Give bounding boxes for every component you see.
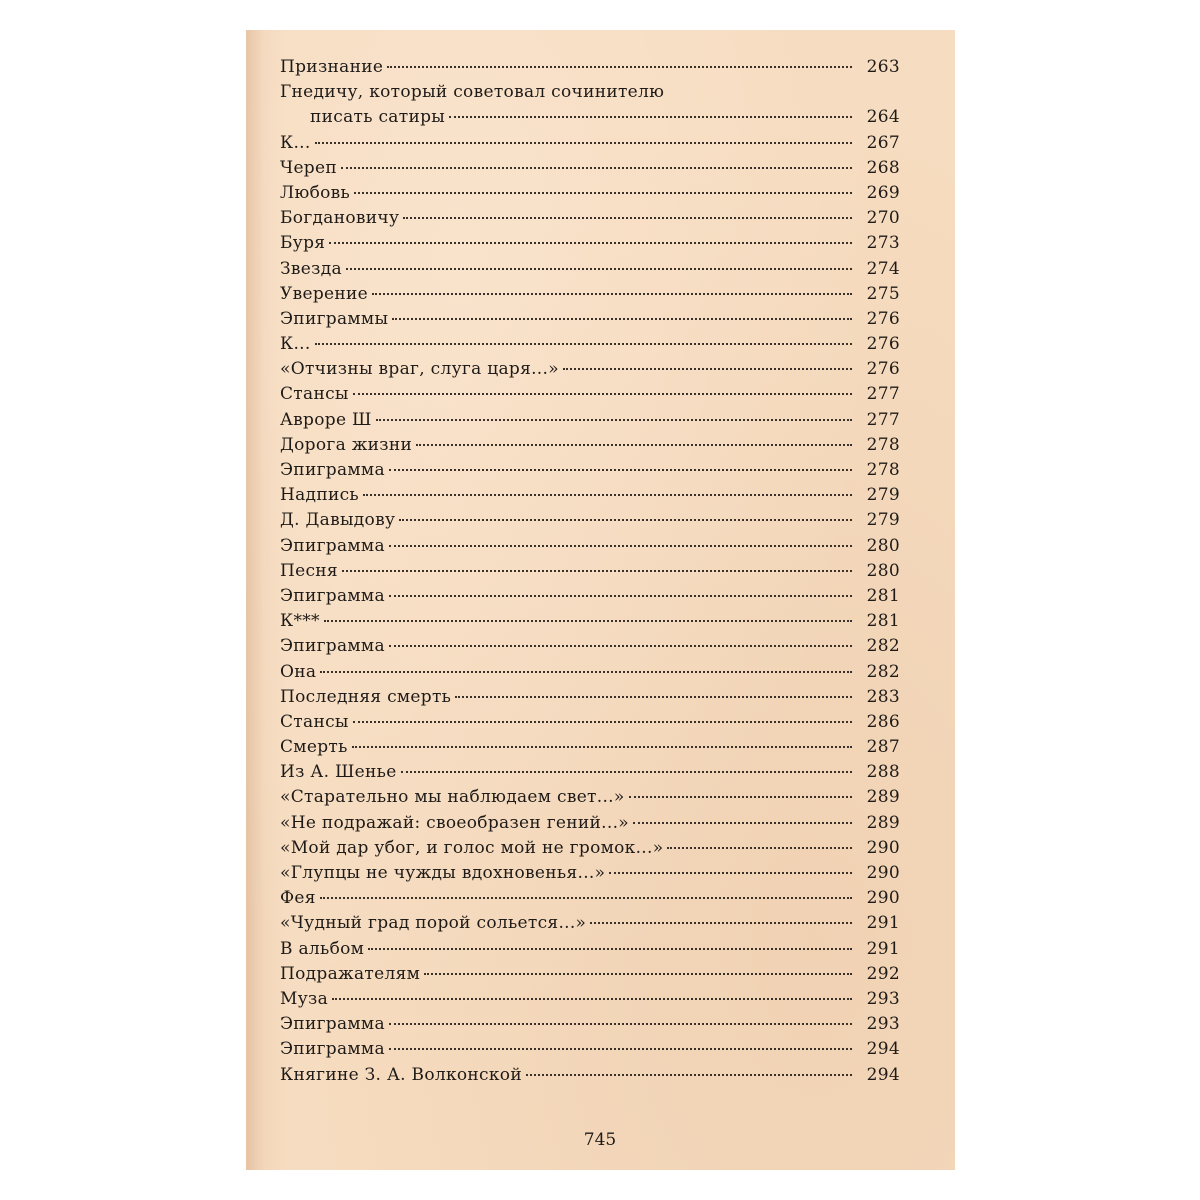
- toc-entry-page: 277: [866, 384, 900, 405]
- toc-entry-title: К...: [280, 132, 311, 153]
- dot-leader: [399, 519, 852, 521]
- toc-entry-page: 275: [866, 283, 900, 304]
- toc-entry-title: Княгине З. А. Волконской: [280, 1064, 522, 1085]
- toc-entry-page: 287: [866, 737, 900, 758]
- toc-entry: [280, 508, 900, 533]
- dot-leader: [372, 293, 852, 295]
- toc-entry-title: К...: [280, 334, 311, 355]
- toc-entry-title: Авроре Ш: [280, 409, 372, 430]
- dot-leader: [389, 545, 852, 547]
- dot-leader: [563, 368, 852, 370]
- toc-entry-page: 289: [866, 812, 900, 833]
- toc-entry-page: 294: [866, 1039, 900, 1060]
- toc-entry: [280, 836, 900, 861]
- toc-entry-page: 283: [866, 686, 900, 707]
- toc-entry-page: 281: [866, 585, 900, 606]
- toc-entry-page: 281: [866, 611, 900, 632]
- toc-entry: [280, 685, 900, 710]
- toc-entry-page: 276: [866, 334, 900, 355]
- toc-entry-title: Стансы: [280, 711, 349, 732]
- dot-leader: [376, 419, 852, 421]
- toc-entry: [280, 785, 900, 810]
- toc-entry: [280, 1012, 900, 1037]
- toc-entry: [280, 458, 900, 483]
- dot-leader: [633, 822, 852, 824]
- toc-entry-title: Эпиграмма: [280, 460, 385, 480]
- toc-entry-page: 294: [866, 1064, 900, 1085]
- toc-entry-title: Эпиграмма: [280, 535, 385, 556]
- toc-entry-title: Фея: [280, 888, 316, 909]
- toc-entry-page: 293: [866, 988, 900, 1009]
- toc-entry: [280, 987, 900, 1012]
- toc-entry: [280, 534, 900, 559]
- toc-entry-title: Уверение: [280, 283, 368, 304]
- toc-entry: [280, 332, 900, 357]
- toc-entry: [280, 307, 900, 332]
- toc-entry-page: 278: [866, 434, 900, 455]
- toc-entry-page: 280: [866, 535, 900, 556]
- toc-entry: [280, 181, 900, 206]
- toc-entry: [280, 282, 900, 307]
- dot-leader: [389, 645, 852, 647]
- toc-entry-title: Муза: [280, 988, 329, 1009]
- toc-entry: [280, 937, 900, 962]
- toc-entry: [280, 231, 900, 256]
- toc-entry: [280, 735, 900, 760]
- toc-entry: [280, 433, 900, 458]
- dot-leader: [342, 570, 852, 572]
- toc-entry-title: Череп: [280, 157, 337, 178]
- dot-leader: [353, 393, 852, 395]
- table-of-contents: [280, 55, 900, 1088]
- toc-entry-title: Надпись: [280, 485, 359, 506]
- toc-entry: [280, 156, 900, 181]
- toc-entry-page: 267: [866, 132, 900, 153]
- toc-entry-page: 279: [866, 485, 900, 506]
- toc-entry-title: Последняя смерть: [280, 686, 452, 707]
- dot-leader: [629, 796, 852, 798]
- toc-entry-title: Любовь: [280, 182, 351, 203]
- toc-entry: [280, 660, 900, 685]
- toc-entry-title: «Глупцы не чужды вдохновенья...»: [280, 863, 606, 883]
- dot-leader: [526, 1074, 852, 1076]
- dot-leader: [346, 268, 852, 270]
- toc-entry-page: 290: [866, 888, 900, 909]
- toc-entry-page: 268: [866, 157, 900, 178]
- dot-leader: [352, 746, 852, 748]
- dot-leader: [315, 142, 852, 144]
- dot-leader: [341, 167, 852, 169]
- toc-entry-title: Признание: [280, 57, 384, 77]
- toc-entry-title: Эпиграмма: [280, 585, 385, 606]
- toc-entry-title: Эпиграмма: [280, 1014, 385, 1035]
- toc-entry-title: Эпиграмма: [280, 1039, 385, 1060]
- toc-entry: [280, 483, 900, 508]
- page-number: 745: [583, 1130, 617, 1150]
- dot-leader: [389, 469, 852, 471]
- toc-entry-page: 282: [866, 661, 900, 682]
- dot-leader: [609, 872, 852, 874]
- toc-entry-title: Богдановичу: [280, 208, 400, 229]
- toc-entry: [280, 1037, 900, 1062]
- toc-entry-title: Гнедичу, который советовал сочинителю: [280, 82, 665, 103]
- toc-entry-page: 282: [866, 636, 900, 657]
- toc-entry: [280, 911, 900, 936]
- toc-entry-page: 280: [866, 560, 900, 581]
- toc-entry-page: 274: [866, 258, 900, 279]
- toc-entry-title: «Отчизны враг, слуга царя...»: [280, 359, 559, 380]
- toc-entry-title: К***: [280, 611, 320, 632]
- toc-entry-page: 276: [866, 359, 900, 380]
- toc-entry: [280, 634, 900, 659]
- dot-leader: [315, 343, 852, 345]
- toc-entry-page: 276: [866, 308, 900, 329]
- dot-leader: [392, 318, 852, 320]
- toc-entry: [280, 710, 900, 735]
- toc-entry-title: Она: [280, 661, 317, 682]
- toc-entry-title: Из А. Шенье: [280, 762, 397, 783]
- dot-leader: [387, 66, 852, 68]
- toc-entry: [280, 357, 900, 382]
- toc-entry-page: 277: [866, 409, 900, 430]
- toc-entry-page: 263: [866, 57, 900, 77]
- toc-entry: [280, 55, 900, 80]
- toc-entry-page: 264: [866, 107, 900, 128]
- dot-leader: [449, 116, 852, 118]
- toc-entry-page: 279: [866, 510, 900, 531]
- dot-leader: [424, 973, 852, 975]
- toc-entry-title: Эпиграммы: [280, 308, 389, 329]
- toc-entry: [280, 861, 900, 886]
- dot-leader: [332, 998, 852, 1000]
- toc-entry: [280, 1063, 900, 1088]
- toc-entry-title: Дорога жизни: [280, 434, 413, 455]
- toc-entry-page: 286: [866, 711, 900, 732]
- dot-leader: [354, 192, 852, 194]
- toc-entry-title: «Чудный град порой сольется...»: [280, 913, 587, 934]
- dot-leader: [389, 1048, 852, 1050]
- toc-entry: [280, 80, 900, 105]
- toc-entry-title: Стансы: [280, 384, 349, 405]
- toc-entry-page: 291: [866, 938, 900, 959]
- toc-entry: [280, 559, 900, 584]
- dot-leader: [403, 217, 852, 219]
- toc-entry-page: 288: [866, 762, 900, 783]
- toc-entry-page: 291: [866, 913, 900, 934]
- toc-entry: [280, 886, 900, 911]
- toc-entry-title: «Старательно мы наблюдаем свет...»: [280, 787, 625, 808]
- toc-entry-title: Песня: [280, 560, 338, 581]
- toc-entry: [280, 811, 900, 836]
- toc-entry-title: Звезда: [280, 258, 342, 279]
- dot-leader: [368, 948, 852, 950]
- toc-entry-page: 292: [866, 963, 900, 984]
- toc-entry: [280, 131, 900, 156]
- dot-leader: [389, 1023, 852, 1025]
- toc-entry-page: 290: [866, 863, 900, 883]
- toc-entry-page: 269: [866, 182, 900, 203]
- toc-entry-page: 278: [866, 460, 900, 480]
- toc-entry-page: 289: [866, 787, 900, 808]
- toc-entry-title: Эпиграмма: [280, 636, 385, 657]
- dot-leader: [320, 671, 852, 673]
- toc-entry: [280, 962, 900, 987]
- toc-entry-title: Д. Давыдову: [280, 510, 396, 531]
- toc-entry-title: Буря: [280, 233, 326, 254]
- toc-entry: [280, 609, 900, 634]
- toc-entry-page: 273: [866, 233, 900, 254]
- dot-leader: [329, 242, 852, 244]
- dot-leader: [353, 721, 852, 723]
- toc-entry-title: «Мой дар убог, и голос мой не громок...»: [280, 837, 664, 858]
- toc-entry-title: писать сатиры: [310, 107, 446, 128]
- dot-leader: [324, 620, 852, 622]
- toc-entry: [280, 206, 900, 231]
- toc-entry: [280, 584, 900, 609]
- toc-entry: [280, 105, 900, 130]
- dot-leader: [389, 595, 852, 597]
- toc-entry: [280, 382, 900, 407]
- dot-leader: [401, 771, 852, 773]
- toc-entry-page: 270: [866, 208, 900, 229]
- toc-entry: [280, 257, 900, 282]
- dot-leader: [455, 696, 852, 698]
- toc-entry-title: В альбом: [280, 938, 365, 959]
- toc-entry: [280, 760, 900, 785]
- dot-leader: [320, 897, 852, 899]
- dot-leader: [363, 494, 852, 496]
- dot-leader: [667, 847, 852, 849]
- toc-entry-page: 290: [866, 837, 900, 858]
- toc-entry-title: Смерть: [280, 737, 348, 758]
- toc-entry: [280, 408, 900, 433]
- toc-entry-title: Подражателям: [280, 963, 421, 984]
- dot-leader: [590, 922, 852, 924]
- toc-entry-title: «Не подражай: своеобразен гений...»: [280, 812, 629, 833]
- toc-entry-page: 293: [866, 1014, 900, 1035]
- dot-leader: [416, 444, 852, 446]
